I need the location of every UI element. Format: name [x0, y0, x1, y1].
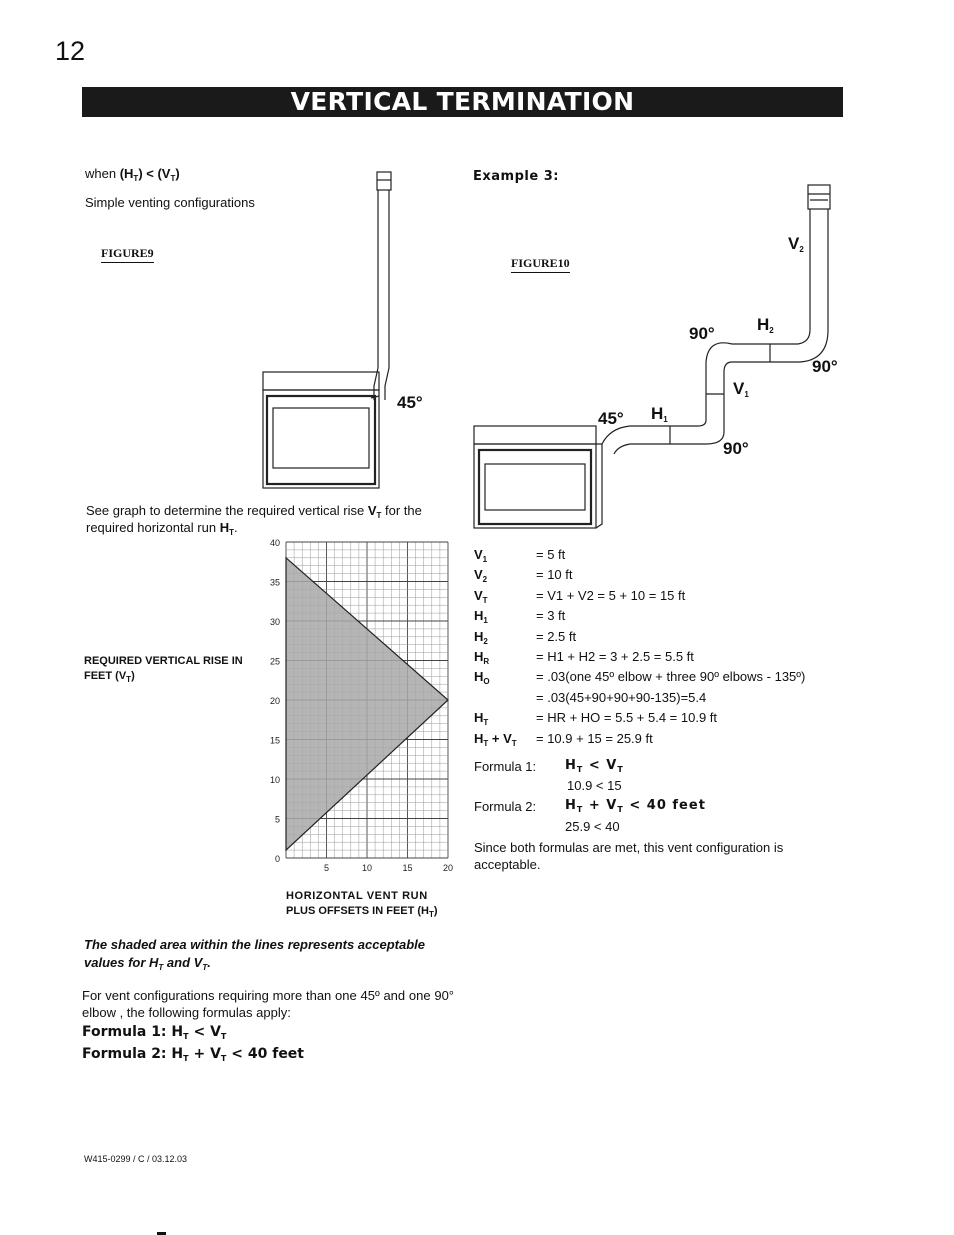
x-tick-label: 15 [402, 863, 413, 873]
y-tick-label: 20 [269, 696, 280, 706]
x-tick-label: 5 [323, 863, 330, 873]
y-tick-label: 25 [269, 656, 280, 667]
figure10-label: FIGURE10 [511, 256, 570, 273]
right-formula-2-result: 25.9 < 40 [565, 819, 620, 834]
y-tick-label: 35 [269, 577, 280, 588]
calc-value: = V1 + V2 = 5 + 10 = 15 ft [536, 587, 686, 603]
calc-value: = 5 ft [536, 547, 566, 562]
conclusion-text: Since both formulas are met, this vent configuration is acceptable. [474, 840, 784, 872]
y-tick-label: 10 [269, 775, 280, 785]
simple-venting-text: Simple venting configurations [85, 195, 255, 210]
page-number: 12 [55, 36, 86, 66]
right-formula-2-expr: $H_T + V_T < 40$ feet [565, 798, 706, 814]
label-90-right: 90° [812, 357, 838, 376]
calc-key: $V_T$ [474, 587, 488, 605]
right-formula-1-label: Formula 1: [474, 759, 537, 774]
x-tick-label: 10 [361, 863, 373, 873]
label-v2: $V_2$ [788, 234, 804, 254]
label-v1: $V_1$ [733, 379, 749, 399]
label-h2: $H_2$ [757, 315, 774, 335]
y-tick-label: 15 [269, 735, 280, 746]
shaded-area-note: The shaded area within the lines represents acceptable values for $H_T$ and $V_T$. [84, 937, 426, 972]
section-title: VERTICAL TERMINATION [290, 87, 635, 116]
label-90-bottom: 90° [723, 439, 749, 458]
right-formula-1-expr: $H_T < V_T$ [565, 758, 624, 774]
calc-key: $H_O$ [474, 669, 490, 687]
calc-key: $H_1$ [474, 608, 488, 626]
y-axis-label: REQUIRED VERTICAL RISE IN FEET $(V_T)$ [84, 655, 243, 684]
y-tick-label: 0 [274, 854, 280, 864]
calc-value: = .03(45+90+90+90-135)=5.4 [536, 689, 707, 705]
calc-value: = 10 ft [536, 567, 573, 583]
label-h1: $H_1$ [651, 404, 668, 424]
x-axis-label: HORIZONTAL VENT RUN PLUS OFFSETS IN FEET $(H_T)$ [286, 890, 438, 919]
vertical-rise-chart [262, 534, 458, 874]
calc-key: $V_2$ [474, 567, 488, 585]
calc-key: $V_1$ [474, 547, 488, 564]
figure9-label: FIGURE9 [101, 246, 154, 263]
calc-value: = HR + HO = 5.5 + 5.4 = 10.9 ft [536, 710, 718, 726]
right-formula-2-label: Formula 2: [474, 799, 537, 814]
calc-key: $H_R$ [474, 649, 490, 666]
label-90-top: 90° [689, 324, 715, 343]
calc-value: = 2.5 ft [536, 628, 577, 644]
figure9-angle-45: 45° [397, 393, 423, 412]
figure9-drawing [255, 168, 395, 498]
calc-key: $H_2$ [474, 628, 488, 646]
config-text: For vent configurations requiring more than one 45º and one 90° elbow , the following formulas apply: [82, 988, 454, 1020]
y-tick-label: 30 [269, 617, 280, 627]
left-formula-1: Formula 1: $H_T < V_T$ [82, 1024, 227, 1041]
label-45: 45° [598, 409, 624, 428]
section-title-bar [82, 87, 843, 117]
calc-value: = 3 ft [536, 608, 566, 624]
y-tick-label: 40 [269, 538, 280, 548]
calc-value: = 10.9 + 15 = 25.9 ft [536, 730, 653, 746]
document-code: W415-0299 / C / 03.12.03 [84, 1154, 188, 1164]
condition-text: when $(H_T) < (V_T)$ [85, 166, 180, 183]
right-formula-1-result: 10.9 < 15 [567, 778, 622, 793]
calc-key: $H_T + V_T$ [474, 730, 517, 748]
left-formula-2: Formula 2: $H_T + V_T < 40$ feet [82, 1046, 304, 1063]
example-label: Example 3: [473, 169, 559, 184]
calc-value: = H1 + H2 = 3 + 2.5 = 5.5 ft [536, 649, 694, 664]
graph-intro-text: See graph to determine the required vertical rise $V_T$ for the required horizontal run $H_T$. [86, 503, 422, 537]
y-tick-label: 5 [274, 814, 280, 825]
calc-value: = .03(one 45º elbow + three 90º elbows - 135º) [536, 669, 806, 685]
calc-key: $H_T$ [474, 710, 489, 728]
x-tick-label: 20 [442, 863, 454, 873]
